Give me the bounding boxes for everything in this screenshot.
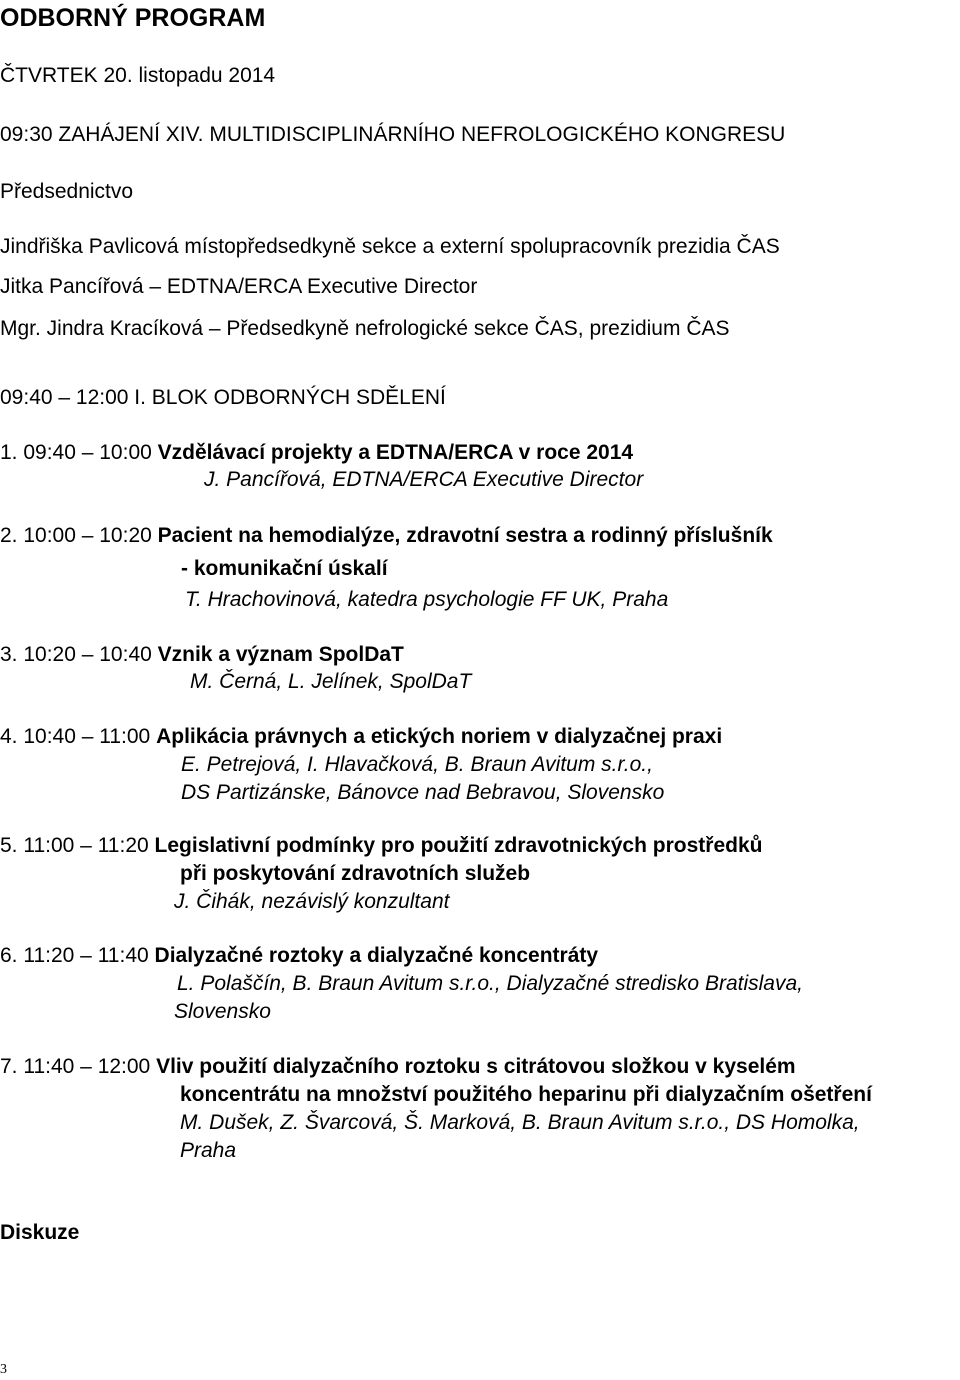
talk-title: Pacient na hemodialýze, zdravotní sestra a rodinný příslušník bbox=[157, 524, 773, 547]
talk-authors: Slovensko bbox=[174, 1000, 271, 1023]
talk-title: Vznik a význam SpolDaT bbox=[157, 643, 404, 666]
talk-authors: J. Čihák, nezávislý konzultant bbox=[174, 890, 450, 913]
presidium-label: Předsednictvo bbox=[0, 180, 134, 203]
talk-7-title-line bbox=[0, 1054, 796, 1080]
talk-title: Aplikácia právnych a etických noriem v dialyzačnej praxi bbox=[156, 725, 723, 748]
talk-4-title-line bbox=[0, 724, 722, 750]
talk-6-title-line bbox=[0, 943, 598, 969]
talk-title-continuation: - komunikační úskalí bbox=[181, 557, 388, 580]
talk-1-title-line bbox=[0, 440, 633, 466]
page-number: 3 bbox=[0, 1362, 7, 1377]
talk-authors: Praha bbox=[180, 1139, 237, 1162]
page-title: ODBORNÝ PROGRAM bbox=[0, 4, 266, 32]
talk-authors: M. Černá, L. Jelínek, SpolDaT bbox=[190, 670, 472, 693]
talk-number-time: 4. 10:40 – 11:00 bbox=[0, 725, 157, 748]
discussion-label: Diskuze bbox=[0, 1221, 80, 1244]
presidium-member: Jindřiška Pavlicová místopředsedkyně sekce a externí spolupracovník prezidia ČAS bbox=[0, 235, 780, 258]
presidium-member: Jitka Pancířová – EDTNA/ERCA Executive Director bbox=[0, 275, 478, 298]
talk-title: Dialyzačné roztoky a dialyzačné koncentráty bbox=[154, 944, 599, 967]
talk-authors: E. Petrejová, I. Hlavačková, B. Braun Avitum s.r.o., bbox=[181, 753, 653, 776]
talk-number-time: 3. 10:20 – 10:40 bbox=[0, 643, 158, 666]
talk-authors: L. Polaščín, B. Braun Avitum s.r.o., Dialyzačné stredisko Bratislava, bbox=[177, 972, 803, 995]
talk-number-time: 6. 11:20 – 11:40 bbox=[0, 944, 155, 967]
talk-number-time: 7. 11:40 – 12:00 bbox=[0, 1055, 157, 1078]
talk-3-title-line bbox=[0, 642, 404, 668]
talk-5-title-line bbox=[0, 833, 762, 859]
opening-line: 09:30 ZAHÁJENÍ XIV. MULTIDISCIPLINÁRNÍHO NEFROLOGICKÉHO KONGRESU bbox=[0, 123, 786, 146]
talk-title-continuation: koncentrátu na množství použitého heparinu při dialyzačním ošetření bbox=[180, 1083, 872, 1106]
talk-2-title-line bbox=[0, 523, 773, 549]
talk-authors: DS Partizánske, Bánovce nad Bebravou, Slovensko bbox=[181, 781, 665, 804]
talk-authors: T. Hrachovinová, katedra psychologie FF UK, Praha bbox=[185, 588, 669, 611]
talk-number-time: 5. 11:00 – 11:20 bbox=[0, 834, 155, 857]
program-date: ČTVRTEK 20. listopadu 2014 bbox=[0, 64, 276, 87]
talk-authors: J. Pancířová, EDTNA/ERCA Executive Director bbox=[204, 468, 644, 491]
talk-title-continuation: při poskytování zdravotních služeb bbox=[180, 862, 531, 885]
talk-title: Vzdělávací projekty a EDTNA/ERCA v roce 2014 bbox=[157, 441, 634, 464]
talk-title: Vliv použití dialyzačního roztoku s citrátovou složkou v kyselém bbox=[156, 1055, 796, 1078]
talk-number-time: 1. 09:40 – 10:00 bbox=[0, 441, 158, 464]
talk-number-time: 2. 10:00 – 10:20 bbox=[0, 524, 158, 547]
block-title: 09:40 – 12:00 I. BLOK ODBORNÝCH SDĚLENÍ bbox=[0, 386, 446, 409]
presidium-member: Mgr. Jindra Kracíková – Předsedkyně nefrologické sekce ČAS, prezidium ČAS bbox=[0, 317, 730, 340]
talk-authors: M. Dušek, Z. Švarcová, Š. Marková, B. Braun Avitum s.r.o., DS Homolka, bbox=[180, 1111, 860, 1134]
talk-title: Legislativní podmínky pro použití zdravotnických prostředků bbox=[154, 834, 763, 857]
